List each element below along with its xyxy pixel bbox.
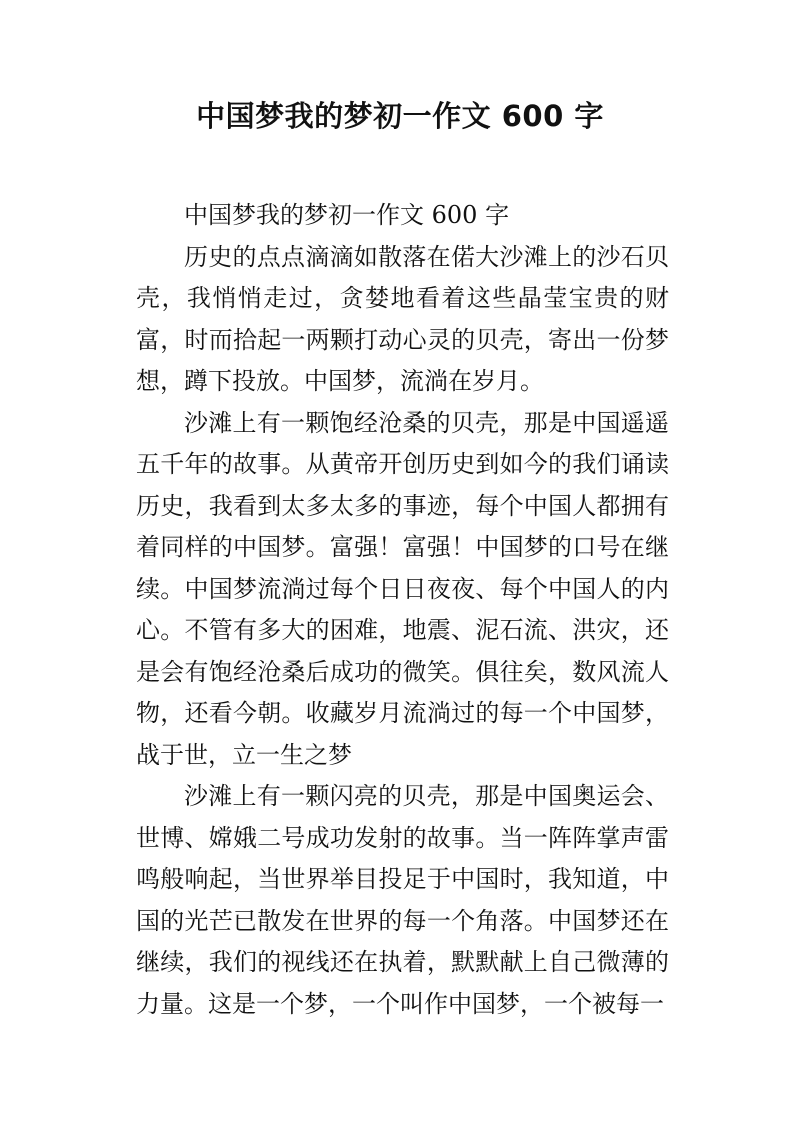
paragraph: 历史的点点滴滴如散落在偌大沙滩上的沙石贝壳，我悄悄走过，贪婪地看着这些晶莹宝贵的财富，时而拾起一两颗打动心灵的贝壳，寄出一份梦想，蹲下投放。中国梦，流淌在岁月。: [136, 242, 669, 395]
paragraph: 沙滩上有一颗闪亮的贝壳，那是中国奥运会、世博、嫦娥二号成功发射的故事。当一阵阵掌声雷鸣般响起，当世界举目投足于中国时，我知道，中国的光芒已散发在世界的每一个角落。中国梦还在继续，我们的视线还在执着，默默献上自己微薄的力量。这是一个梦，一个叫作中国梦，一个被每一: [136, 782, 669, 1018]
paragraph-subtitle: 中国梦我的梦初一作文 600 字: [184, 201, 510, 229]
document-title: 中国梦我的梦初一作文 600 字: [196, 99, 604, 133]
paragraph: 沙滩上有一颗饱经沧桑的贝壳，那是中国遥遥五千年的故事。从黄帝开创历史到如今的我们诵读历史，我看到太多太多的事迹，每个中国人都拥有着同样的中国梦。富强！富强！中国梦的口号在继续。中国梦流淌过每个日日夜夜、每个中国人的内心。不管有多大的困难，地震、泥石流、洪灾，还是会有饱经沧桑后成功的微笑。俱往矣，数风流人物，还看今朝。收藏岁月流淌过的每一个中国梦，战于世，立一生之梦: [136, 408, 669, 769]
document-body: [136, 195, 669, 1025]
